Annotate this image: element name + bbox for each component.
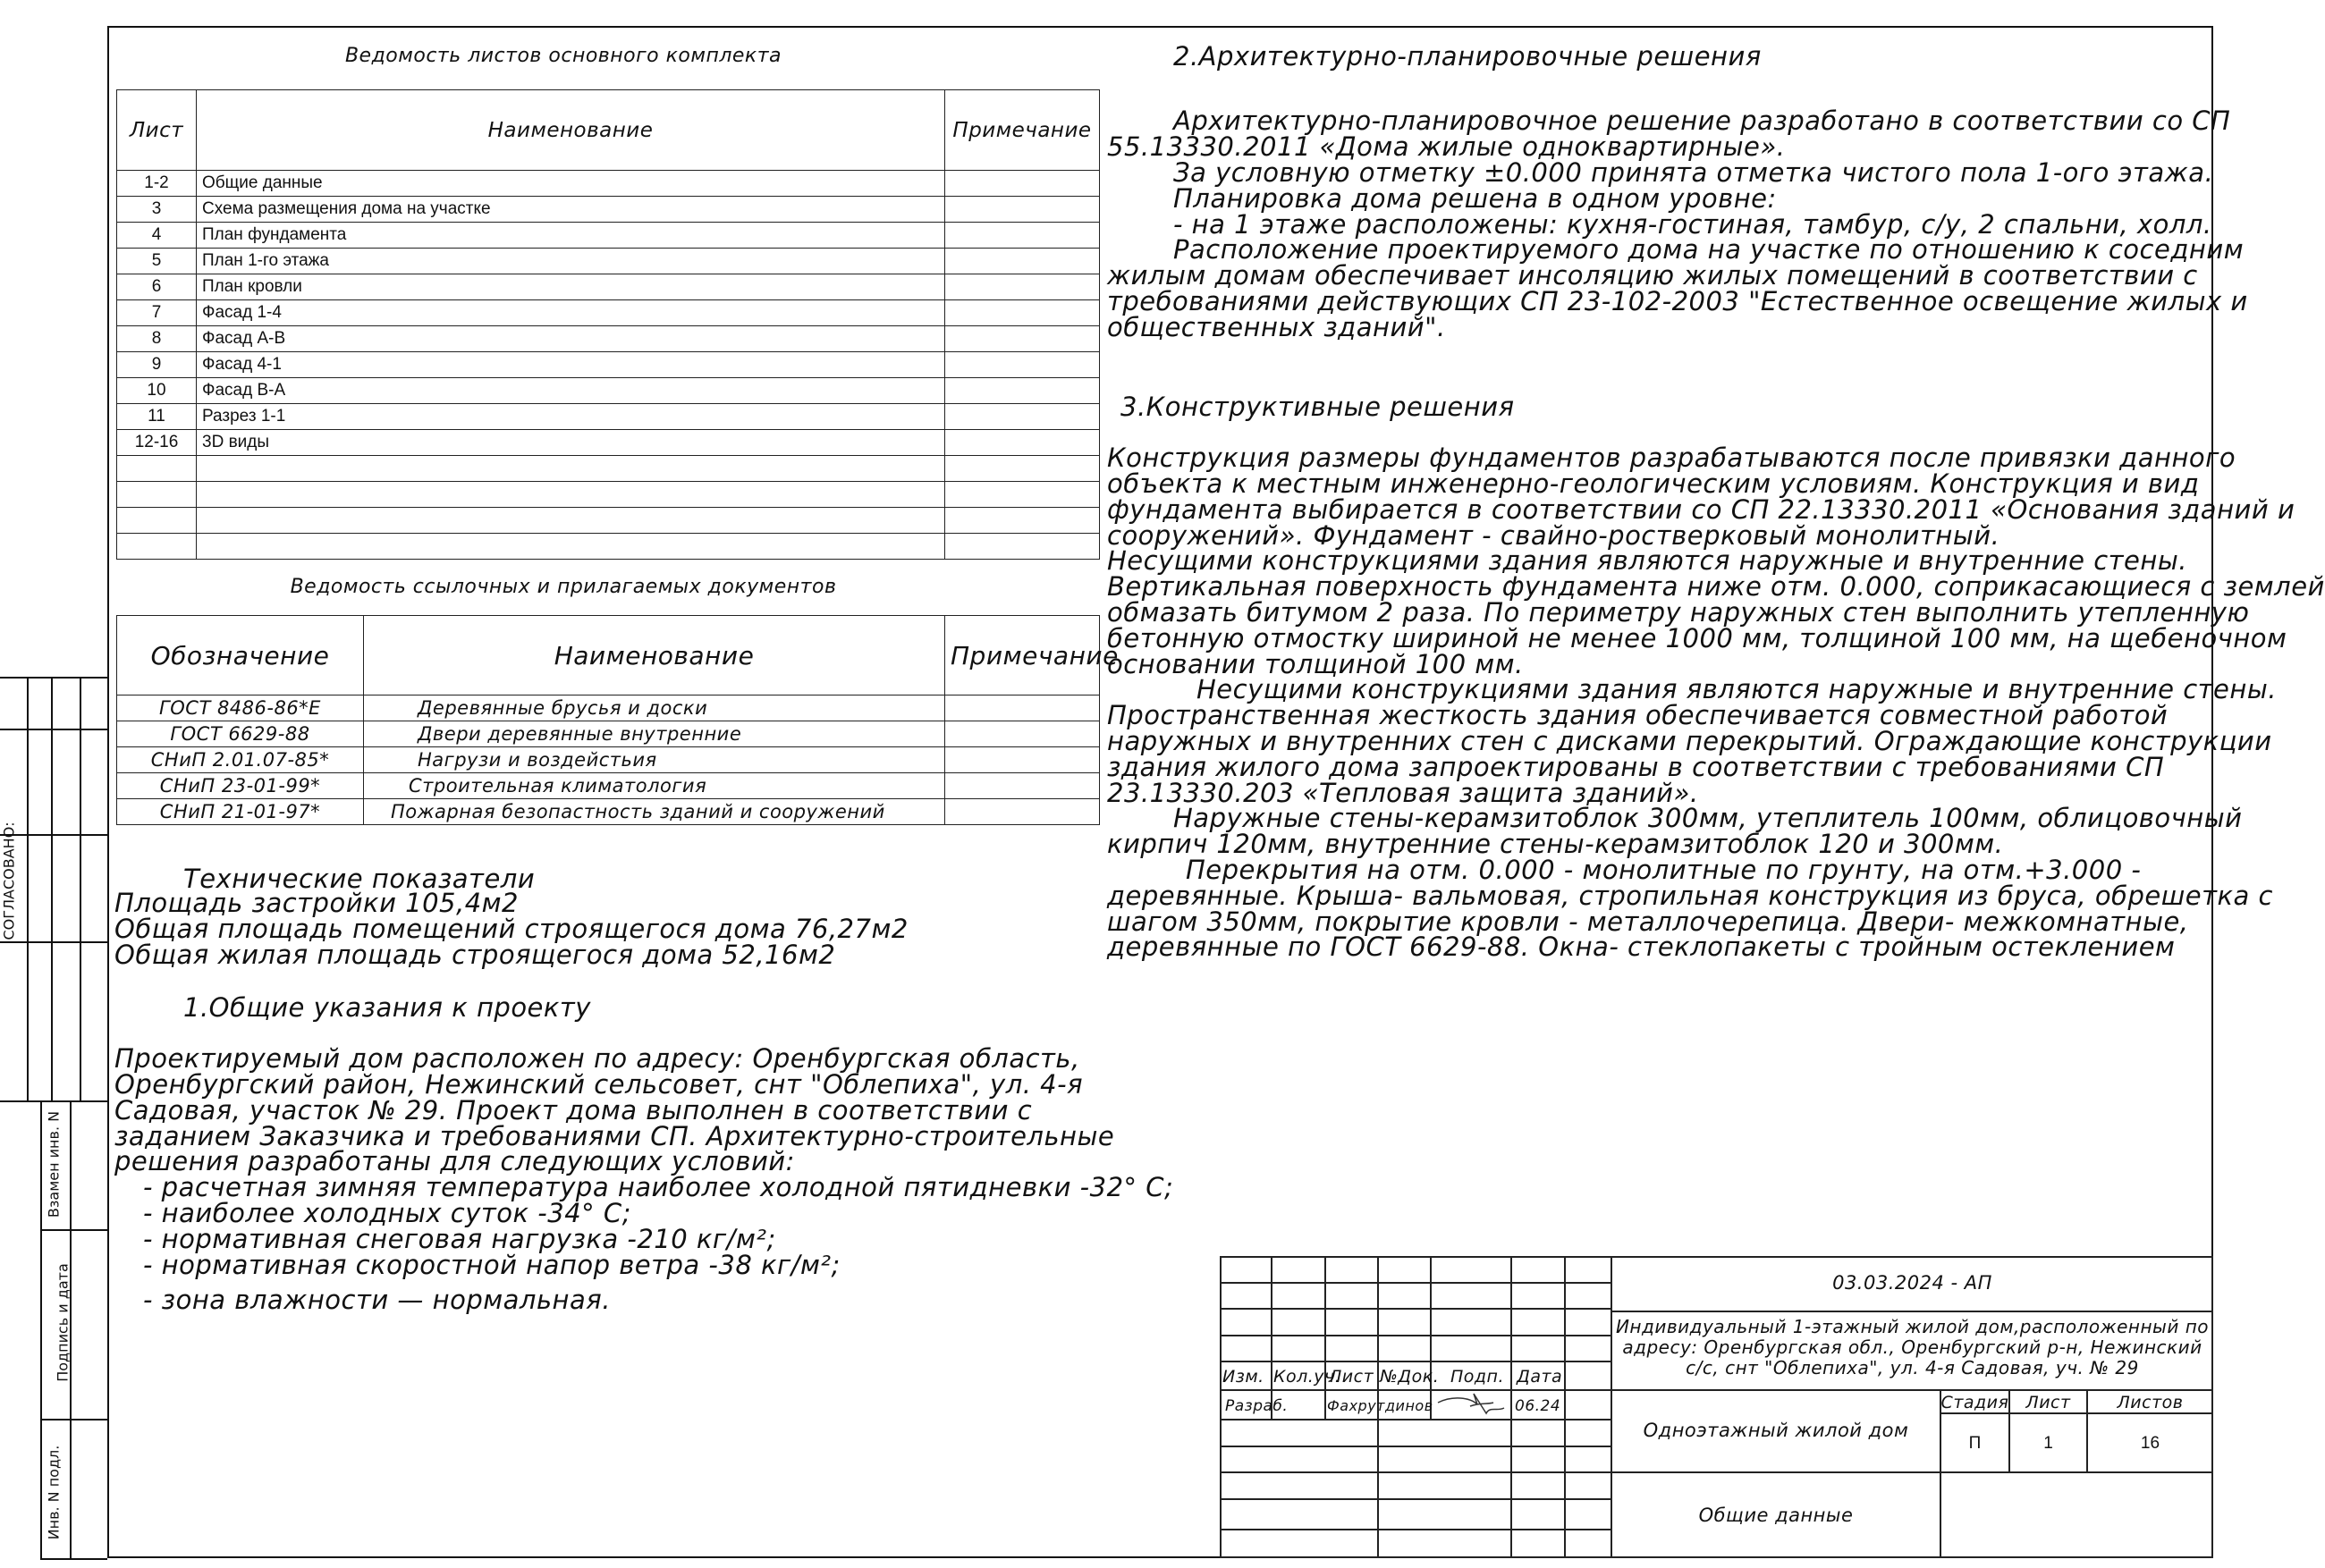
- refs-table-header: [117, 616, 1100, 695]
- replace-inv-label: Взамен инв. N: [45, 1110, 63, 1218]
- project-line: с/с, снт "Облепиха", ул. 4-я Садовая, уч. № 29: [1686, 1357, 2139, 1378]
- col-label-change: Изм.: [1222, 1367, 1264, 1387]
- doc-name: Нагрузи и воздейстьия: [364, 747, 945, 773]
- sheet-name: Разрез 1-1: [197, 404, 945, 430]
- sheet-name: Фасад 1-4: [197, 300, 945, 326]
- sheet-name: Схема размещения дома на участке: [197, 197, 945, 223]
- doc-code: СНиП 2.01.07-85*: [117, 747, 364, 773]
- table-row-empty: [117, 482, 1100, 508]
- sheet-number: 6: [117, 274, 197, 300]
- signature-icon: [1434, 1390, 1510, 1420]
- sheet-name: План 1-го этажа: [197, 249, 945, 274]
- doc-code: ГОСТ 8486-86*Е: [117, 695, 364, 721]
- table-row: [117, 300, 1100, 326]
- section2-line: требованиями действующих СП 23-102-2003 "Естественное освещение жилых и: [1107, 286, 2248, 316]
- col-header-note: Примечание: [945, 616, 1100, 695]
- sheet-number: 3: [117, 197, 197, 223]
- table-row: [117, 223, 1100, 249]
- sheet-number: 8: [117, 326, 197, 352]
- sheet-label: Лист: [2025, 1393, 2071, 1412]
- section3-line: 23.13330.203 «Тепловая защита зданий».: [1107, 778, 1699, 808]
- inv-orig-label: Инв. N подл.: [45, 1445, 63, 1540]
- section1-line: Оренбургский район, Нежинский сельсовет, снт "Облепиха", ул. 4-я: [114, 1069, 1084, 1100]
- stage-value: П: [1968, 1434, 1982, 1453]
- col-header-name: Наименование: [364, 616, 945, 695]
- agreed-label: СОГЛАСОВАНО:: [0, 822, 18, 940]
- table-row: [117, 171, 1100, 197]
- section1-line: Проектируемый дом расположен по адресу: Оренбургская область,: [114, 1043, 1080, 1074]
- sheet-name: План кровли: [197, 274, 945, 300]
- tech-line: Общая жилая площадь строящегося дома 52,16м2: [114, 940, 836, 970]
- section1-line: решения разработаны для следующих условий:: [114, 1146, 795, 1176]
- section3-line: наружных и внутренних стен с дисками перекрытий. Ограждающие конструкции: [1107, 726, 2272, 756]
- sheet-name: План фундамента: [197, 223, 945, 249]
- table-row: [117, 747, 1100, 773]
- col-header-sheet: Лист: [117, 90, 197, 171]
- project-description: [1611, 1317, 2213, 1378]
- table-row: [117, 695, 1100, 721]
- section2-line: Планировка дома решена в одном уровне:: [1173, 183, 1777, 214]
- sheet-number: 11: [117, 404, 197, 430]
- doc-name: Пожарная безопастность зданий и сооружений: [364, 799, 945, 825]
- section1-line: Садовая, участок № 29. Проект дома выполнен в соответствии с: [114, 1095, 1033, 1125]
- section3-line: фундамента выбирается в соответствии со СП 22.13330.2011 «Основания зданий и: [1107, 494, 2295, 525]
- table-row: [117, 721, 1100, 747]
- section3-line: кирпич 120мм, внутренние стены-керамзитоблок 120 и 300мм.: [1107, 829, 2004, 859]
- sheets-table-header: [117, 90, 1100, 171]
- sheet-number: 4: [117, 223, 197, 249]
- sheets-label: Листов: [2117, 1393, 2184, 1412]
- tech-line: Площадь застройки 105,4м2: [114, 888, 519, 918]
- section3-title: 3.Конструктивные решения: [1120, 392, 1515, 422]
- sheet-name: 3D виды: [197, 430, 945, 456]
- col-label-doc: №Док.: [1380, 1367, 1440, 1387]
- table-row: [117, 799, 1100, 825]
- section2-line: Расположение проектируемого дома на участке по отношению к соседним: [1173, 234, 2245, 265]
- col-header-code: Обозначение: [117, 616, 364, 695]
- table-row: [117, 430, 1100, 456]
- sheet-number: 12-16: [117, 430, 197, 456]
- sheet-value: 1: [2043, 1434, 2053, 1453]
- section3-line: бетонную отмостку шириной не менее 1000 мм, толщиной 100 мм, на щебеночном: [1107, 623, 2287, 653]
- sheets-table: [116, 89, 1100, 560]
- col-header-name: Наименование: [197, 90, 945, 171]
- sheet-number: 5: [117, 249, 197, 274]
- section2-line: - на 1 этаже расположены: кухня-гостиная, тамбур, с/у, 2 спальни, холл.: [1173, 209, 2212, 240]
- margin-strip: [0, 0, 107, 1568]
- sheet-number: 7: [117, 300, 197, 326]
- table-row: [117, 249, 1100, 274]
- section3-line: объекта к местным инженерно-геологическим условиям. Конструкция и вид: [1107, 468, 2200, 499]
- tech-line: Общая площадь помещений строящегося дома 76,27м2: [114, 914, 909, 944]
- section3-line: Пространственная жесткость здания обеспечивается совместной работой: [1107, 700, 2169, 730]
- sheets-list-title: Ведомость листов основного комплекта: [344, 45, 782, 67]
- project-code: 03.03.2024 - АП: [1832, 1272, 1992, 1294]
- table-row: [117, 326, 1100, 352]
- table-row: [117, 352, 1100, 378]
- doc-code: СНиП 21-01-97*: [117, 799, 364, 825]
- doc-name: Двери деревянные внутренние: [364, 721, 945, 747]
- sheet-title: Общие данные: [1698, 1505, 1854, 1526]
- doc-code: ГОСТ 6629-88: [117, 721, 364, 747]
- table-row-empty: [117, 456, 1100, 482]
- section1-title: 1.Общие указания к проекту: [183, 992, 591, 1023]
- section1-bullet: - нормативная скоростной напор ветра -38 кг/м²;: [143, 1250, 841, 1280]
- table-row-empty: [117, 534, 1100, 560]
- sheet-number: 10: [117, 378, 197, 404]
- section1-bullet: - зона влажности — нормальная.: [143, 1285, 611, 1315]
- table-row-empty: [117, 508, 1100, 534]
- stage-label: Стадия: [1940, 1393, 2009, 1412]
- doc-name: Строительная климатология: [364, 773, 945, 799]
- role-label: Разраб.: [1225, 1397, 1289, 1415]
- section3-line: шагом 350мм, покрытие кровли - металлочерепица. Двери- межкомнатные,: [1107, 906, 2189, 937]
- section2-title: 2.Архитектурно-планировочные решения: [1173, 41, 1762, 72]
- col-header-note: Примечание: [945, 90, 1100, 171]
- section1-bullet: - расчетная зимняя температура наиболее холодной пятидневки -32° С;: [143, 1172, 1174, 1202]
- section3-line: Наружные стены-керамзитоблок 300мм, утеплитель 100мм, облицовочный: [1173, 803, 2243, 833]
- sheet-name: Фасад 4-1: [197, 352, 945, 378]
- section3-line: Несущими конструкциями здания являются наружные и внутренние стены.: [1196, 674, 2277, 704]
- section2-line: общественных зданий".: [1107, 312, 1446, 342]
- col-label-count: Кол.уч.: [1273, 1367, 1341, 1387]
- sign-date-label: Подпись и дата: [54, 1263, 72, 1382]
- section1-line: заданием Заказчика и требованиями СП. Архитектурно-строительные: [114, 1121, 1115, 1151]
- refs-list-title: Ведомость ссылочных и прилагаемых документов: [290, 576, 837, 598]
- table-row: [117, 274, 1100, 300]
- project-line: Индивидуальный 1-этажный жилой дом,расположенный по: [1615, 1316, 2210, 1337]
- tech-title: Технические показатели: [183, 864, 536, 894]
- section2-line: Архитектурно-планировочное решение разработано в соответствии со СП: [1173, 105, 2231, 136]
- sheets-value: 16: [2140, 1434, 2160, 1453]
- section1-bullet: - нормативная снеговая нагрузка -210 кг/м²;: [143, 1224, 776, 1254]
- section3-line: Перекрытия на отм. 0.000 - монолитные по грунту, на отм.+3.000 -: [1186, 855, 2142, 885]
- sign-date: 06.24: [1515, 1397, 1561, 1415]
- refs-table: [116, 615, 1119, 825]
- doc-name: Деревянные брусья и доски: [364, 695, 945, 721]
- doc-code: СНиП 23-01-99*: [117, 773, 364, 799]
- section2-line: жилым домам обеспечивает инсоляцию жилых помещений в соответствии с: [1107, 260, 2198, 291]
- title-block: [1220, 1256, 2213, 1558]
- section3-line: обмазать битумом 2 раза. По периметру наружных стен выполнить утепленную: [1107, 597, 2250, 628]
- building-name: Одноэтажный жилой дом: [1643, 1420, 1909, 1441]
- table-row: [117, 378, 1100, 404]
- sheet-number: 9: [117, 352, 197, 378]
- table-row: [117, 404, 1100, 430]
- table-row: [117, 773, 1100, 799]
- section2-line: За условную отметку ±0.000 принята отметка чистого пола 1-ого этажа.: [1173, 157, 2214, 188]
- section3-line: деревянные. Крыша- вальмовая, стропильная конструкция из бруса, обрешетка с: [1107, 881, 2273, 911]
- section3-line: основании толщиной 100 мм.: [1107, 649, 1524, 679]
- author-name: Фахрутдинов: [1327, 1397, 1433, 1414]
- section3-line: Конструкция размеры фундаментов разрабатываются после привязки данного: [1107, 443, 2236, 473]
- table-row: [117, 197, 1100, 223]
- sheet-name: Общие данные: [197, 171, 945, 197]
- col-label-date: Дата: [1517, 1367, 1563, 1387]
- section3-line: сооружений». Фундамент - свайно-ростверковый монолитный.: [1107, 520, 2000, 551]
- sheet-name: Фасад А-В: [197, 326, 945, 352]
- section3-line: Вертикальная поверхность фундамента ниже отм. 0.000, соприкасающиеся с землей: [1107, 571, 2325, 602]
- sheet-number: 1-2: [117, 171, 197, 197]
- col-label-sheet: Лист: [1329, 1367, 1374, 1387]
- col-label-sign: Подп.: [1450, 1367, 1505, 1387]
- section3-line: Несущими конструкциями здания являются наружные и внутренние стены.: [1107, 545, 2187, 576]
- section3-line: деревянные по ГОСТ 6629-88. Окна- стеклопакеты с тройным остеклением: [1107, 932, 2176, 962]
- project-line: адресу: Оренбургская обл., Оренбургский р-н, Нежинский: [1622, 1336, 2202, 1358]
- section2-line: 55.13330.2011 «Дома жилые одноквартирные».: [1107, 131, 1786, 162]
- section3-line: здания жилого дома запроектированы в соответствии с требованиями СП: [1107, 752, 2165, 782]
- sheet-name: Фасад В-А: [197, 378, 945, 404]
- section1-bullet: - наиболее холодных суток -34° С;: [143, 1198, 631, 1228]
